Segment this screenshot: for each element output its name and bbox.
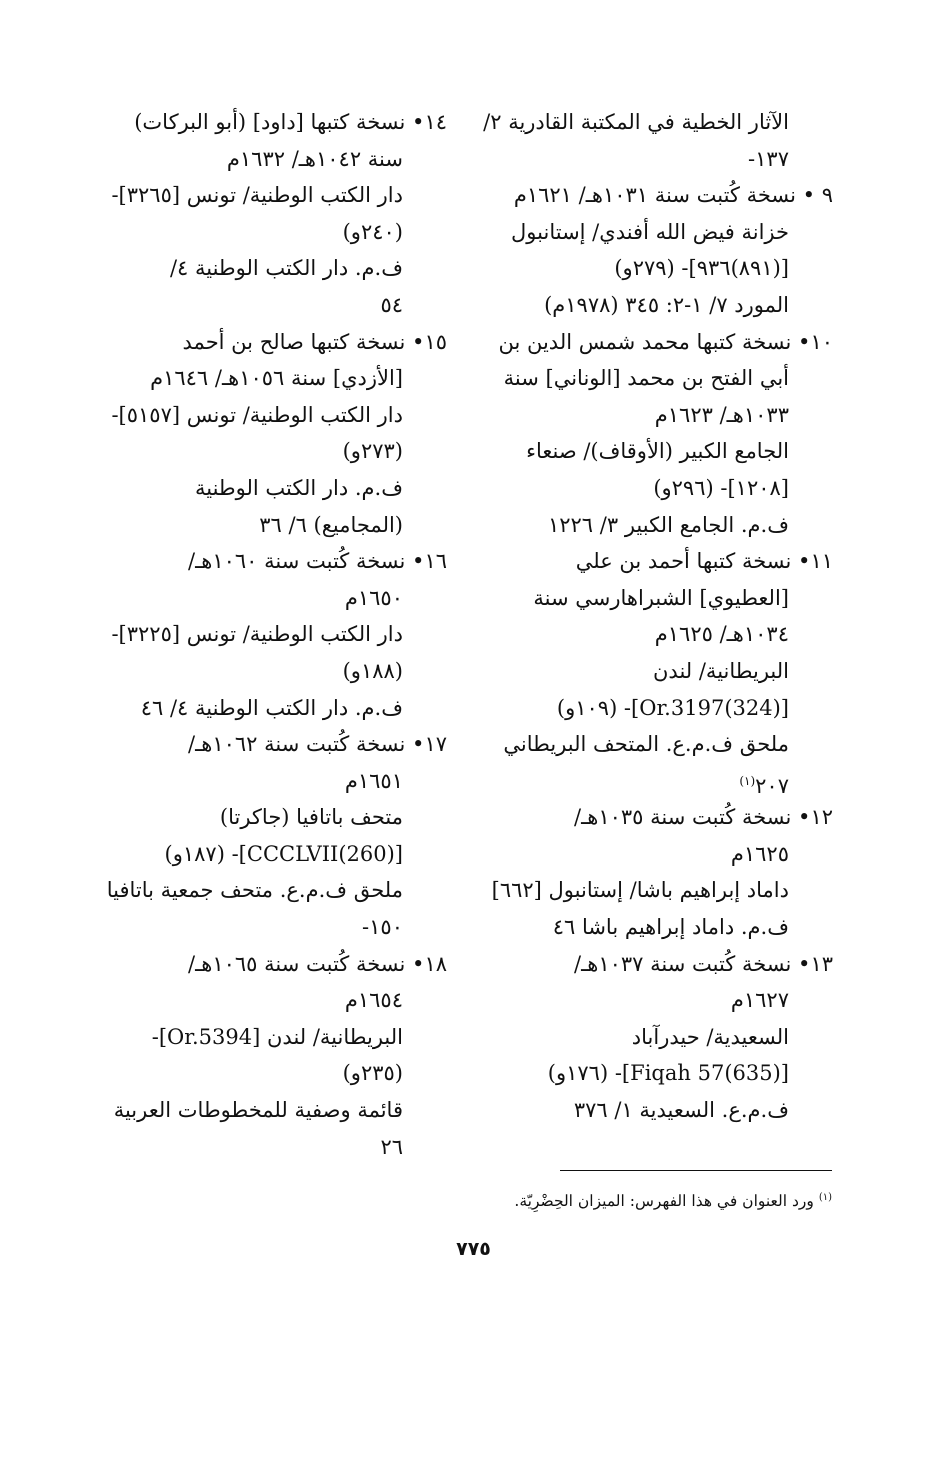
line-text: ف.م. دار الكتب الوطنية ٤/: [169, 256, 403, 281]
line-text: ١٠٣٤هـ/ ١٦٢٥م: [654, 622, 789, 647]
line-text: (٢٧٣و): [342, 439, 403, 464]
text-line: [488, 909, 833, 946]
line-text: الجامع الكبير (الأوقاف)/ صنعاء: [526, 439, 789, 464]
text-line: [488, 177, 833, 214]
line-text: ٢٠٧: [755, 773, 789, 798]
line-text: أبي الفتح بن محمد [الوناني] سنة: [503, 366, 789, 391]
line-text: سنة ١٠٤٢هـ/ ١٦٣٢م: [226, 146, 403, 171]
text-line: [102, 507, 447, 544]
text-line: [488, 397, 833, 434]
line-text: ملحق ف.م.ع. المتحف البريطاني: [503, 732, 789, 757]
line-text: ١٦٥٠م: [344, 585, 403, 610]
text-line: [488, 580, 833, 617]
text-line: [102, 1019, 447, 1056]
text-line: [488, 1092, 833, 1129]
footnote: [430, 1186, 832, 1213]
text-line: [102, 543, 447, 580]
text-line: [102, 214, 447, 251]
line-text: خزانة فيض الله أفندي/ إستانبول: [511, 219, 789, 244]
line-text: (١٨٨و): [342, 658, 403, 683]
text-line: [102, 946, 447, 983]
line-text: ١٧• نسخة كُتبت سنة ١٠٦٢هـ/: [188, 732, 447, 757]
text-line: [102, 799, 447, 836]
line-text: ١٣٧-: [748, 146, 789, 171]
text-line: [488, 214, 833, 251]
text-line: [488, 799, 833, 836]
text-line: [488, 543, 833, 580]
left-column: [102, 104, 447, 1165]
text-line: [488, 1055, 833, 1092]
text-line: [102, 470, 447, 507]
line-text: [(260)CCCLVII]- (١٨٧و): [164, 841, 403, 866]
line-text: ملحق ف.م.ع. متحف جمعية باتافيا: [106, 878, 403, 903]
line-text: (٢٣٥و): [342, 1061, 403, 1086]
text-line: [102, 287, 447, 324]
text-line: [488, 1019, 833, 1056]
text-line: [488, 250, 833, 287]
line-text: ١٠٣٣هـ/ ١٦٢٣م: [654, 402, 789, 427]
line-text: ٩ • نسخة كُتبت سنة ١٠٣١هـ/ ١٦٢١م: [513, 183, 833, 208]
line-text: السعيدية/ حيدرآباد: [631, 1024, 789, 1049]
text-line: [102, 909, 447, 946]
text-line: [102, 690, 447, 727]
text-line: [102, 872, 447, 909]
text-line: [488, 763, 833, 800]
text-line: [102, 433, 447, 470]
text-line: [488, 982, 833, 1019]
line-text: قائمة وصفية للمخطوطات العربية: [113, 1098, 403, 1123]
text-line: [102, 616, 447, 653]
page-number: ٧٧٥: [456, 1238, 491, 1260]
text-line: [488, 836, 833, 873]
text-line: [488, 433, 833, 470]
line-text: [العطيوي] الشبراهارسي سنة: [533, 585, 789, 610]
line-text: ١٨• نسخة كُتبت سنة ١٠٦٥هـ/: [188, 951, 447, 976]
text-line: [488, 616, 833, 653]
text-line: [102, 580, 447, 617]
line-text: (المجاميع) ٦/ ٣٦: [259, 512, 403, 537]
line-text: ١٠• نسخة كتبها محمد شمس الدين بن: [498, 329, 833, 354]
line-text: ١٦٥١م: [344, 768, 403, 793]
line-text: الآثار الخطية في المكتبة القادرية ٢/: [483, 110, 789, 134]
line-text: ف.م. داماد إبراهيم باشا ٤٦: [552, 915, 789, 940]
line-text: ١٤• نسخة كتبها [داود] (أبو البركات): [134, 110, 447, 134]
text-line: [102, 763, 447, 800]
right-column: [483, 104, 833, 1129]
line-text: ١٥٠-: [362, 915, 403, 940]
line-text: ١٣• نسخة كُتبت سنة ١٠٣٧هـ/: [574, 951, 833, 976]
line-text: ف.م. دار الكتب الوطنية ٤/ ٤٦: [140, 695, 403, 720]
text-line: [102, 982, 447, 1019]
text-line: [488, 287, 833, 324]
text-line: [488, 872, 833, 909]
text-line: [102, 324, 447, 361]
text-line: [488, 690, 833, 727]
text-line: [102, 726, 447, 763]
footnote-text: ورد العنوان في هذا الفهرس: الميزان الحِضْرِيّة.: [514, 1192, 814, 1211]
text-line: [488, 507, 833, 544]
line-text: ١٦٢٥م: [730, 841, 789, 866]
line-text: ١١• نسخة كتبها أحمد بن علي: [575, 549, 833, 574]
line-text: [(324)Or.3197]- (١٠٩و): [556, 695, 789, 720]
text-line: [488, 141, 833, 178]
line-text: ف.م. دار الكتب الوطنية: [195, 475, 403, 500]
text-line: [488, 946, 833, 983]
line-text: ف.م.ع. السعيدية ١/ ٣٧٦: [573, 1098, 789, 1123]
text-line: [102, 653, 447, 690]
text-line: [102, 360, 447, 397]
line-text: ١٦٢٧م: [730, 988, 789, 1013]
line-text: البريطانية/ لندن [Or.5394]-: [151, 1024, 403, 1049]
text-line: [488, 324, 833, 361]
footnote-reference: (١): [739, 773, 756, 788]
line-text: ١٥• نسخة كتبها صالح بن أحمد: [182, 329, 447, 354]
line-text: داماد إبراهيم باشا/ إستانبول [٦٦٢]: [491, 878, 789, 903]
line-text: متحف باتافيا (جاكرتا): [219, 805, 403, 830]
line-text: ف.م. الجامع الكبير ٣/ ١٢٢٦: [547, 512, 789, 537]
line-text: دار الكتب الوطنية/ تونس [٣٢٦٥]-: [111, 183, 403, 208]
line-text: [الأزدي] سنة ١٠٥٦هـ/ ١٦٤٦م: [150, 366, 403, 391]
line-text: ١٦• نسخة كُتبت سنة ١٠٦٠هـ/: [188, 549, 447, 574]
line-text: ١٢• نسخة كُتبت سنة ١٠٣٥هـ/: [574, 805, 833, 830]
text-line: [102, 177, 447, 214]
footnote-separator: [560, 1170, 832, 1171]
text-line: [488, 653, 833, 690]
line-text: ٥٤: [380, 292, 403, 317]
text-line: [102, 141, 447, 178]
line-text: (٢٤٠و): [342, 219, 403, 244]
text-line: [488, 360, 833, 397]
line-text: البريطانية/ لندن: [653, 658, 789, 683]
line-text: ٢٦: [380, 1134, 403, 1159]
text-line: [102, 1055, 447, 1092]
line-text: [(٨٩١)٩٣٦]- (٢٧٩و): [614, 256, 789, 281]
text-line: [102, 397, 447, 434]
line-text: ١٦٥٤م: [344, 988, 403, 1013]
text-line: [488, 726, 833, 763]
text-line: [102, 1092, 447, 1129]
text-line: [483, 104, 833, 141]
text-line: [102, 1129, 447, 1166]
footnote-marker: (١): [818, 1192, 832, 1203]
line-text: دار الكتب الوطنية/ تونس [٥١٥٧]-: [111, 402, 403, 427]
line-text: دار الكتب الوطنية/ تونس [٣٢٢٥]-: [111, 622, 403, 647]
text-line: [488, 470, 833, 507]
text-line: [102, 836, 447, 873]
line-text: [١٢٠٨]- (٢٩٦و): [653, 475, 789, 500]
text-line: [102, 104, 447, 141]
text-line: [102, 250, 447, 287]
line-text: [(635)Fiqah 57]- (١٧٦و): [547, 1061, 789, 1086]
line-text: المورد ٧/ ١-٢: ٣٤٥ (١٩٧٨م): [544, 292, 789, 317]
